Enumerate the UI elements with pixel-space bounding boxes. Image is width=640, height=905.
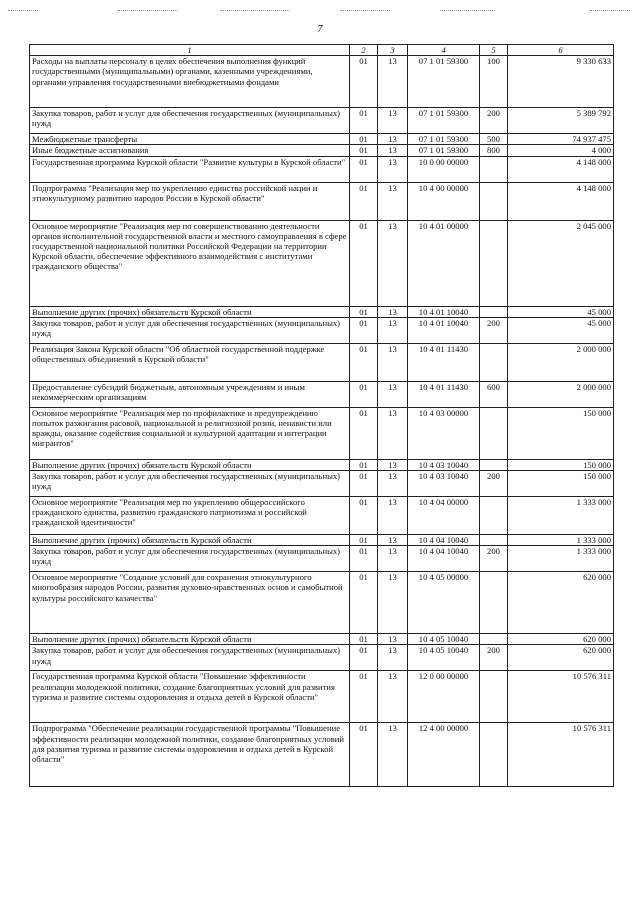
row-amount-cell: 9 330 633 (508, 56, 614, 108)
row-target-article-cell: 07 1 01 59300 (408, 134, 480, 145)
row-amount-cell: 150 000 (508, 471, 614, 497)
row-expense-type-cell: 500 (480, 134, 508, 145)
row-name-cell: Выполнение других (прочих) обязательств Курской области (30, 306, 350, 317)
row-section-cell: 01 (350, 156, 378, 182)
row-target-article-cell: 10 4 03 00000 (408, 407, 480, 459)
row-amount-cell: 1 333 000 (508, 546, 614, 572)
row-section-cell: 01 (350, 572, 378, 634)
table-row (30, 546, 614, 572)
table-row (30, 572, 614, 634)
column-header-target-article: 4 (408, 45, 480, 56)
row-expense-type-cell: 200 (480, 108, 508, 134)
row-amount-cell: 620 000 (508, 645, 614, 671)
row-expense-type-cell (480, 182, 508, 220)
row-subsection-cell: 13 (378, 723, 408, 787)
table-row (30, 306, 614, 317)
row-subsection-cell: 13 (378, 497, 408, 535)
row-amount-cell: 74 937 475 (508, 134, 614, 145)
row-section-cell: 01 (350, 407, 378, 459)
table-row (30, 220, 614, 306)
row-expense-type-cell: 200 (480, 546, 508, 572)
row-subsection-cell: 13 (378, 317, 408, 343)
row-subsection-cell: 13 (378, 306, 408, 317)
row-section-cell: 01 (350, 306, 378, 317)
row-amount-cell: 2 000 000 (508, 343, 614, 381)
row-expense-type-cell: 200 (480, 471, 508, 497)
row-target-article-cell: 07 1 01 59300 (408, 108, 480, 134)
row-expense-type-cell (480, 220, 508, 306)
row-name-cell: Закупка товаров, работ и услуг для обеспечения государственных (муниципальных) нужд (30, 471, 350, 497)
table-row (30, 459, 614, 470)
row-expense-type-cell (480, 306, 508, 317)
page-number: 7 (317, 24, 323, 35)
row-expense-type-cell: 600 (480, 381, 508, 407)
column-header-section: 2 (350, 45, 378, 56)
row-expense-type-cell (480, 723, 508, 787)
row-subsection-cell: 13 (378, 535, 408, 546)
row-subsection-cell: 13 (378, 645, 408, 671)
scan-artifact-line (0, 10, 640, 14)
column-header-name: 1 (30, 45, 350, 56)
row-subsection-cell: 13 (378, 56, 408, 108)
row-section-cell: 01 (350, 471, 378, 497)
table-row (30, 381, 614, 407)
row-amount-cell: 1 333 000 (508, 535, 614, 546)
row-target-article-cell: 10 4 00 00000 (408, 182, 480, 220)
table-row (30, 317, 614, 343)
row-name-cell: Выполнение других (прочих) обязательств Курской области (30, 634, 350, 645)
row-name-cell: Предоставление субсидий бюджетным, автономным учреждениям и иным некоммерческим организациям (30, 381, 350, 407)
table-row (30, 407, 614, 459)
column-header-expense-type: 5 (480, 45, 508, 56)
row-amount-cell: 45 000 (508, 317, 614, 343)
row-subsection-cell: 13 (378, 134, 408, 145)
row-expense-type-cell (480, 671, 508, 723)
budget-table (29, 44, 614, 787)
row-subsection-cell: 13 (378, 108, 408, 134)
row-amount-cell: 2 045 000 (508, 220, 614, 306)
row-name-cell: Выполнение других (прочих) обязательств Курской области (30, 535, 350, 546)
table-row (30, 134, 614, 145)
row-subsection-cell: 13 (378, 459, 408, 470)
row-target-article-cell: 10 4 03 10040 (408, 471, 480, 497)
row-name-cell: Иные бюджетные ассигнования (30, 145, 350, 156)
row-name-cell: Основное мероприятие "Реализация мер по совершенствованию деятельности органов исполнительной государственной власти и местного самоуправления в сфере государственной национальной политики Российской Федерации на территории Курской области, обеспечение эффективного взаимодействия с институтами гражданского общества" (30, 220, 350, 306)
row-expense-type-cell: 100 (480, 56, 508, 108)
table-row (30, 182, 614, 220)
row-name-cell: Государственная программа Курской области "Развитие культуры в Курской области" (30, 156, 350, 182)
row-amount-cell: 10 576 311 (508, 671, 614, 723)
row-expense-type-cell: 800 (480, 145, 508, 156)
row-amount-cell: 10 576 311 (508, 723, 614, 787)
row-amount-cell: 5 389 792 (508, 108, 614, 134)
table-row (30, 535, 614, 546)
row-amount-cell: 1 333 000 (508, 497, 614, 535)
row-name-cell: Закупка товаров, работ и услуг для обеспечения государственных (муниципальных) нужд (30, 546, 350, 572)
row-subsection-cell: 13 (378, 343, 408, 381)
row-target-article-cell: 12 0 00 00000 (408, 671, 480, 723)
row-name-cell: Выполнение других (прочих) обязательств Курской области (30, 459, 350, 470)
row-expense-type-cell (480, 535, 508, 546)
row-target-article-cell: 10 4 03 10040 (408, 459, 480, 470)
table-row (30, 471, 614, 497)
row-name-cell: Подпрограмма "Обеспечение реализации государственной программы "Повышение эффективности реализации молодежной политики, создание благоприятных условий для развития туризма и развитие системы оздоровления и отдыха детей в Курской области" (30, 723, 350, 787)
row-amount-cell: 45 000 (508, 306, 614, 317)
row-name-cell: Расходы на выплаты персоналу в целях обеспечения выполнения функций государственными (муниципальными) органами, казенными учреждениями, органами управления государственными внебюджетными фондами (30, 56, 350, 108)
table-row (30, 343, 614, 381)
row-section-cell: 01 (350, 634, 378, 645)
row-section-cell: 01 (350, 723, 378, 787)
row-section-cell: 01 (350, 317, 378, 343)
row-expense-type-cell (480, 497, 508, 535)
row-target-article-cell: 10 4 05 10040 (408, 645, 480, 671)
row-target-article-cell: 12 4 00 00000 (408, 723, 480, 787)
row-target-article-cell: 10 4 04 00000 (408, 497, 480, 535)
row-target-article-cell: 10 4 04 10040 (408, 546, 480, 572)
row-name-cell: Основное мероприятие "Создание условий для сохранения этнокультурного многообразия народов России, развития духовно-нравственных основ и самобытной культуры российского казачества" (30, 572, 350, 634)
row-target-article-cell: 10 0 00 00000 (408, 156, 480, 182)
table-row (30, 671, 614, 723)
row-name-cell: Подпрограмма "Реализация мер по укреплению единства российской нации и этнокультурному развитию народов России в Курской области" (30, 182, 350, 220)
row-section-cell: 01 (350, 182, 378, 220)
row-amount-cell: 4 000 (508, 145, 614, 156)
row-section-cell: 01 (350, 671, 378, 723)
row-amount-cell: 150 000 (508, 459, 614, 470)
table-row (30, 145, 614, 156)
row-subsection-cell: 13 (378, 145, 408, 156)
row-subsection-cell: 13 (378, 471, 408, 497)
table-row (30, 497, 614, 535)
column-header-amount: 6 (508, 45, 614, 56)
row-target-article-cell: 10 4 01 11430 (408, 343, 480, 381)
row-subsection-cell: 13 (378, 220, 408, 306)
row-subsection-cell: 13 (378, 156, 408, 182)
row-expense-type-cell (480, 407, 508, 459)
table-header-row (30, 45, 614, 56)
row-section-cell: 01 (350, 220, 378, 306)
row-subsection-cell: 13 (378, 546, 408, 572)
row-expense-type-cell (480, 343, 508, 381)
table-row (30, 156, 614, 182)
table-row (30, 634, 614, 645)
row-name-cell: Закупка товаров, работ и услуг для обеспечения государственных (муниципальных) нужд (30, 317, 350, 343)
row-amount-cell: 150 000 (508, 407, 614, 459)
row-amount-cell: 2 000 000 (508, 381, 614, 407)
row-subsection-cell: 13 (378, 634, 408, 645)
row-section-cell: 01 (350, 108, 378, 134)
row-section-cell: 01 (350, 343, 378, 381)
row-expense-type-cell: 200 (480, 645, 508, 671)
row-amount-cell: 4 148 000 (508, 182, 614, 220)
row-name-cell: Закупка товаров, работ и услуг для обеспечения государственных (муниципальных) нужд (30, 108, 350, 134)
row-amount-cell: 620 000 (508, 572, 614, 634)
row-target-article-cell: 10 4 04 10040 (408, 535, 480, 546)
row-target-article-cell: 10 4 01 10040 (408, 306, 480, 317)
row-section-cell: 01 (350, 459, 378, 470)
row-section-cell: 01 (350, 645, 378, 671)
row-subsection-cell: 13 (378, 572, 408, 634)
row-target-article-cell: 10 4 05 00000 (408, 572, 480, 634)
row-target-article-cell: 07 1 01 59300 (408, 145, 480, 156)
row-target-article-cell: 10 4 05 10040 (408, 634, 480, 645)
row-name-cell: Межбюджетные трансферты (30, 134, 350, 145)
row-expense-type-cell (480, 634, 508, 645)
row-section-cell: 01 (350, 497, 378, 535)
table-row (30, 723, 614, 787)
row-subsection-cell: 13 (378, 381, 408, 407)
row-section-cell: 01 (350, 535, 378, 546)
row-name-cell: Закупка товаров, работ и услуг для обеспечения государственных (муниципальных) нужд (30, 645, 350, 671)
row-expense-type-cell: 200 (480, 317, 508, 343)
row-expense-type-cell (480, 459, 508, 470)
row-subsection-cell: 13 (378, 407, 408, 459)
row-target-article-cell: 10 4 01 10040 (408, 317, 480, 343)
column-header-subsection: 3 (378, 45, 408, 56)
row-target-article-cell: 10 4 01 11430 (408, 381, 480, 407)
row-target-article-cell: 10 4 01 00000 (408, 220, 480, 306)
row-name-cell: Реализация Закона Курской области "Об областной государственной поддержке общественных объединений в Курской области" (30, 343, 350, 381)
row-target-article-cell: 07 1 01 59300 (408, 56, 480, 108)
row-name-cell: Государственная программа Курской области "Повышение эффективности реализации молодежной политики, создание благоприятных условий для развития туризма и развитие системы оздоровления и отдыха детей в Курской области" (30, 671, 350, 723)
row-subsection-cell: 13 (378, 671, 408, 723)
row-amount-cell: 4 148 000 (508, 156, 614, 182)
row-expense-type-cell (480, 156, 508, 182)
row-section-cell: 01 (350, 145, 378, 156)
table-row (30, 645, 614, 671)
row-amount-cell: 620 000 (508, 634, 614, 645)
row-name-cell: Основное мероприятие "Реализация мер по укреплению общероссийского гражданского единства, развитию гражданского патриотизма и российской гражданской идентичности" (30, 497, 350, 535)
row-section-cell: 01 (350, 546, 378, 572)
table-row (30, 56, 614, 108)
row-section-cell: 01 (350, 56, 378, 108)
row-section-cell: 01 (350, 381, 378, 407)
row-name-cell: Основное мероприятие "Реализация мер по профилактике и предупреждению попыток разжигания расовой, национальной и религиозной розни, ненависти или вражды, оказание содействия социальной и культурной адаптации и интеграции мигрантов" (30, 407, 350, 459)
table-row (30, 108, 614, 134)
row-expense-type-cell (480, 572, 508, 634)
row-section-cell: 01 (350, 134, 378, 145)
row-subsection-cell: 13 (378, 182, 408, 220)
